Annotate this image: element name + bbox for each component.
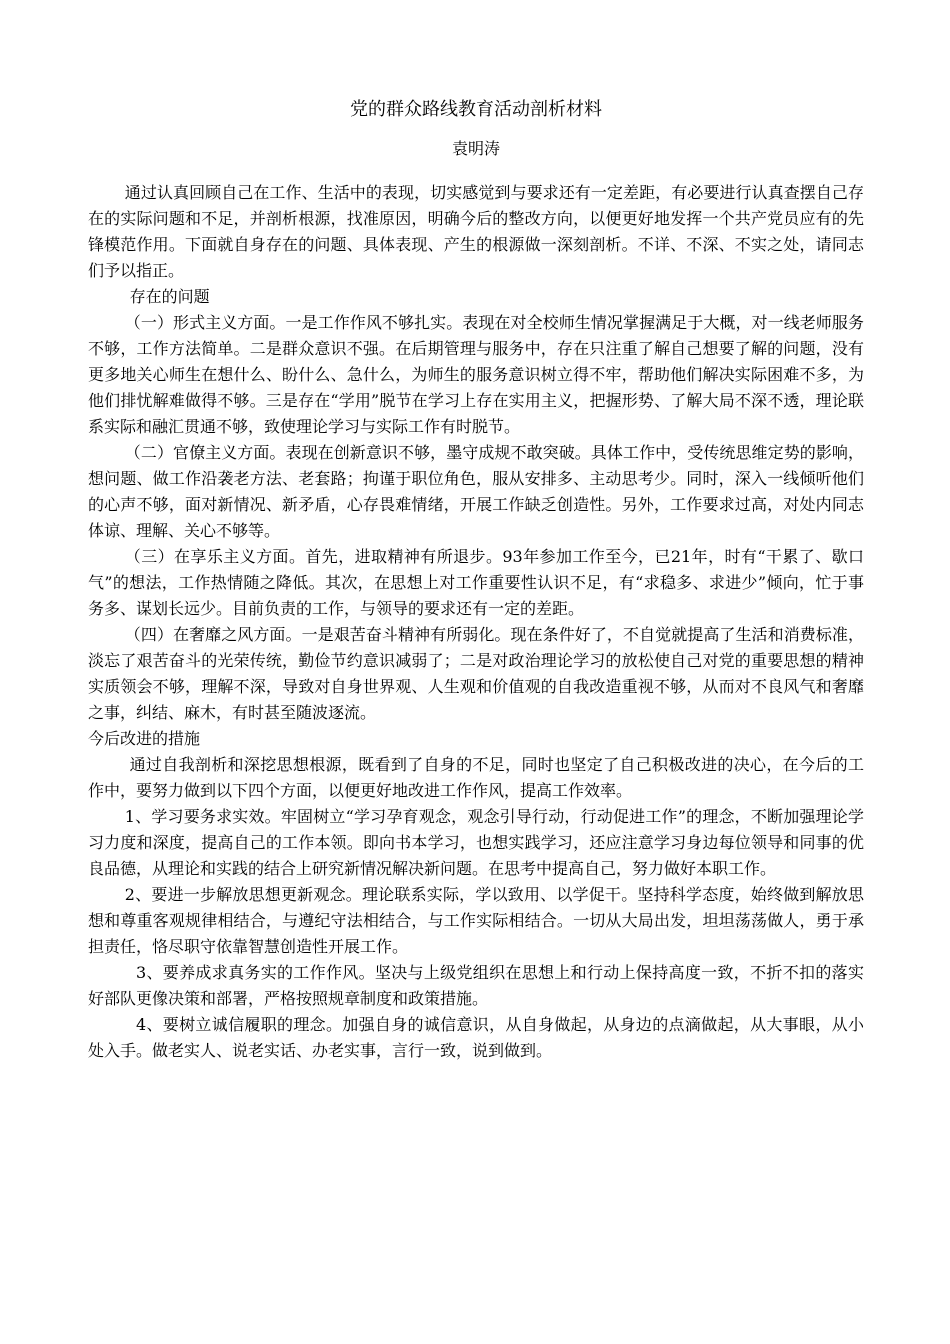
section-heading-problems: 存在的问题 — [129, 287, 210, 306]
problem-paragraph: （一）形式主义方面。一是工作作风不够扎实。表现在对全校师生情况掌握满足于大概，对一线老师服务不够，工作方法简单。二是群众意识不强。在后期管理与服务中，存在只注重了解自己想要了解的问题，没有更多地关心师生在想什么、盼什么、急什么，为师生的服务意识树立得不牢，帮助他们解决实际困难不多，为他们排忧解难做得不够。三是存在“学用”脱节在学习上存在实用主义，把握形势、了解大局不深不透，理论联系实际和融汇贯通不够，致使理论学习与实际工作有时脱节。 — [88, 313, 864, 436]
measure-paragraph: 4、要树立诚信履职的理念。加强自身的诚信意识，从自身做起，从身边的点滴做起，从大事眼，从小处入手。做老实人、说老实话、办老实事，言行一致，说到做到。 — [88, 1015, 864, 1060]
problem-paragraph: （二）官僚主义方面。表现在创新意识不够，墨守成规不敢突破。具体工作中，受传统思维定势的影响，想问题、做工作沿袭老方法、老套路；拘谨于职位角色，服从安排多、主动思考少。同时，深入一线倾听他们的心声不够，面对新情况、新矛盾，心存畏难情绪，开展工作缺乏创造性。另外，工作要求过高，对处内同志体谅、理解、关心不够等。 — [88, 443, 864, 540]
section-heading-measures: 今后改进的措施 — [88, 729, 201, 748]
intro-paragraph: 通过认真回顾自己在工作、生活中的表现，切实感觉到与要求还有一定差距，有必要进行认真查摆自己存在的实际问题和不足，并剖析根源，找准原因，明确今后的整改方向，以便更好地发挥一个共产党员应有的先锋模范作用。下面就自身存在的问题、具体表现、产生的根源做一深刻剖析。不详、不深、不实之处，请同志们予以指正。 — [88, 183, 864, 280]
document-title: 党的群众路线教育活动剖析材料 — [350, 99, 602, 120]
measure-paragraph: 1、学习要务求实效。牢固树立“学习孕育观念，观念引导行动，行动促进工作”的理念，不断加强理论学习力度和深度，提高自己的工作本领。即向书本学习，也想实践学习，还应注意学习身边每位领导和同事的优良品德，从理论和实践的结合上研究新情况解决新问题。在思考中提高自己，努力做好本职工作。 — [88, 807, 864, 878]
measure-paragraph: 2、要进一步解放思想更新观念。理论联系实际，学以致用、以学促干。坚持科学态度，始终做到解放思想和尊重客观规律相结合，与遵纪守法相结合，与工作实际相结合。一切从大局出发，坦坦荡荡做人，勇于承担责任，恪尽职守依靠智慧创造性开展工作。 — [88, 885, 864, 956]
problem-paragraph: （四）在奢靡之风方面。一是艰苦奋斗精神有所弱化。现在条件好了，不自觉就提高了生活和消费标准，淡忘了艰苦奋斗的光荣传统，勤俭节约意识减弱了；二是对政治理论学习的放松使自己对党的重要思想的精神实质领会不够，理解不深，导致对自身世界观、人生观和价值观的自我改造重视不够，从而对不良风气和奢靡之事，纠结、麻木，有时甚至随波逐流。 — [88, 625, 864, 722]
document-author: 袁明涛 — [451, 139, 500, 158]
measures-intro-paragraph: 通过自我剖析和深挖思想根源，既看到了自身的不足，同时也坚定了自己积极改进的决心，在今后的工作中，要努力做到以下四个方面，以便更好地改进工作作风，提高工作效率。 — [88, 755, 864, 800]
measure-paragraph: 3、要养成求真务实的工作作风。坚决与上级党组织在思想上和行动上保持高度一致，不折不扣的落实好部队更像决策和部署，严格按照规章制度和政策措施。 — [88, 963, 864, 1008]
document-page — [88, 96, 864, 1064]
problem-paragraph: （三）在享乐主义方面。首先，进取精神有所退步。93年参加工作至今，已21年，时有“干累了、歇口气”的想法，工作热情随之降低。其次，在思想上对工作重要性认识不足，有“求稳多、求进少”倾向，忙于事务多、谋划长远少。目前负责的工作，与领导的要求还有一定的差距。 — [88, 547, 864, 618]
